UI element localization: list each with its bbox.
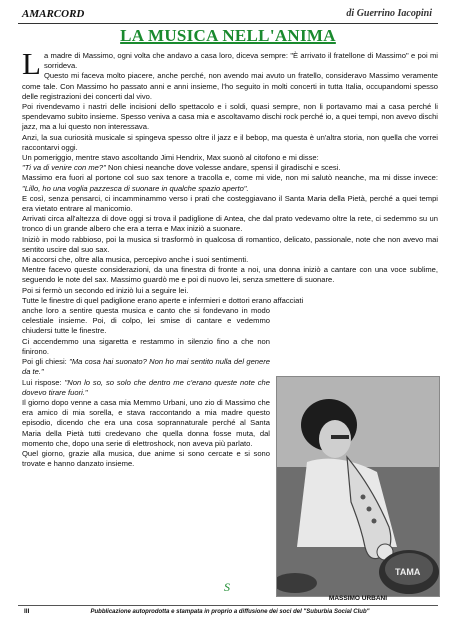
paragraph-18: Quel giorno, grazie alla musica, due anime si sono cercate e si sono trovate e hanno danzato insieme. — [22, 448, 270, 469]
article-title: LA MUSICA NELL'ANIMA — [120, 26, 336, 45]
paragraph-15: Poi gli chiesi: "Ma cosa hai suonato? Non ho mai sentito nulla del genere da te." — [22, 357, 270, 377]
paragraph-3: Poi rivendevamo i nastri delle incisioni dello spettacolo e i soldi, quasi sempre, non li portavamo mai a casa perché li spendevamo subito insieme. Spesso veniva a casa mia e ascoltavamo dischi rock perché io, a quei tempi, non avevo dischi jazz, ma a lui questo non interessava. — [22, 102, 438, 132]
narrow-column — [22, 306, 270, 469]
drum-brand-label: TAMA — [395, 567, 421, 577]
paragraph-13b: anche loro a sentire questa musica e canto che si fondevano in modo celestiale insieme. Poi, di colpo, lei smise di cantare e vedemmo chiudersi tutte le finestre. — [22, 306, 270, 336]
paragraph-6: Massimo era fuori al portone col suo sax tenore a tracolla e, come mi vide, non mi salutò neanche, ma mi disse invece: "Lillo, ho una voglia pazzesca di suonare in qualche spazio aperto". — [22, 173, 438, 193]
drop-cap: L — [22, 46, 41, 81]
paragraph-12: Poi si fermò un secondo ed iniziò lui a seguire lei. — [22, 285, 189, 295]
photo-illustration — [277, 377, 439, 596]
author-byline: di Guerrino Iacopini — [346, 8, 432, 19]
header-divider — [18, 23, 438, 24]
section-label: AMARCORD — [22, 8, 85, 20]
footer-note: Pubblicazione autoprodotta e stampata in proprio a diffusione dei soci del "Suburbia Social Club" — [90, 609, 370, 615]
paragraph-1: La madre di Massimo, ogni volta che andavo a casa loro, diceva sempre: "È arrivato il fratellone di Massimo" e poi mi sorrideva. — [22, 46, 438, 81]
paragraph-2: Questo mi faceva molto piacere, anche perché, non avendo mai avuto un fratello, consideravo Massimo veramente come tale. Con Massimo ho passato anni e anni insieme, l'ho seguito in molti concerti in tutta Italia, occupandomi spesso delle registrazioni dei concerti dal vivo. — [22, 71, 438, 101]
paragraph-16: Lui rispose: "Non lo so, so solo che dentro me c'erano queste note che dovevo tirare fuori." — [22, 377, 270, 397]
paragraph-8: Arrivati circa all'altezza di dove oggi si trova il padiglione di Antea, che dal prato vedevamo oltre la rete, ci sedemmo su un tronco di un grande albero che era a terra e Max iniziò a suonare. — [22, 214, 438, 234]
paragraph-5: Un pomeriggio, mentre stavo ascoltando Jimi Hendrix, Max suonò al citofono e mi disse: "Ti va di venire con me?" Non chiesi neanche dove volesse andare, spensi il giradischi e scesi. — [22, 153, 341, 173]
paragraph-4: Anzi, la sua curiosità musicale si spingeva spesso oltre il jazz e il bebop, ma questa è un'altra storia, non quella che vorrei raccontarvi oggi. — [22, 132, 438, 152]
paragraph-14: Ci accendemmo una sigaretta e restammo in silenzio fino a che non finirono. — [22, 336, 270, 356]
paragraph-13a: Tutte le finestre di quel padiglione erano aperte e infermieri e dottori erano affacciati — [22, 295, 304, 305]
end-mark: S — [224, 580, 230, 594]
page-number: III — [24, 608, 30, 615]
paragraph-9: Iniziò in modo rabbioso, poi la musica si trasformò in qualcosa di romantico, delicato, passionale, note che non avevo mai sentito uscire dal suo sax. — [22, 234, 438, 254]
footer-divider — [18, 605, 438, 606]
paragraph-10: Mi accorsi che, oltre alla musica, percepivo anche i suoi sentimenti. — [22, 255, 249, 265]
saxophonist-photo — [276, 376, 440, 597]
photo-caption: MASSIMO URBANI — [328, 595, 388, 602]
paragraph-17: Il giorno dopo venne a casa mia Memmo Urbani, uno zio di Massimo che era amico di mia sorella, e stava raccontando a mia madre questo episodio, dicendo che era una cosa soprannaturale perché al Santa Maria della Pietà tutti credevano che quella donna fosse muta, dal momento che, dopo una serie di elettroshock, non aveva più parlato. — [22, 397, 270, 448]
paragraph-11: Mentre facevo queste considerazioni, da una finestra di fronte a noi, una donna iniziò a cantare con una voce sublime, seguendo le note del sax. Massimo guardò me e poi di nuovo lei, senza smettere di suonare. — [22, 265, 438, 285]
paragraph-7: E così, senza pensarci, ci incamminammo verso i prati che costeggiavano il Santa Maria della Pietà, perché a quei tempi era vietato entrare al manicomio. — [22, 193, 438, 214]
